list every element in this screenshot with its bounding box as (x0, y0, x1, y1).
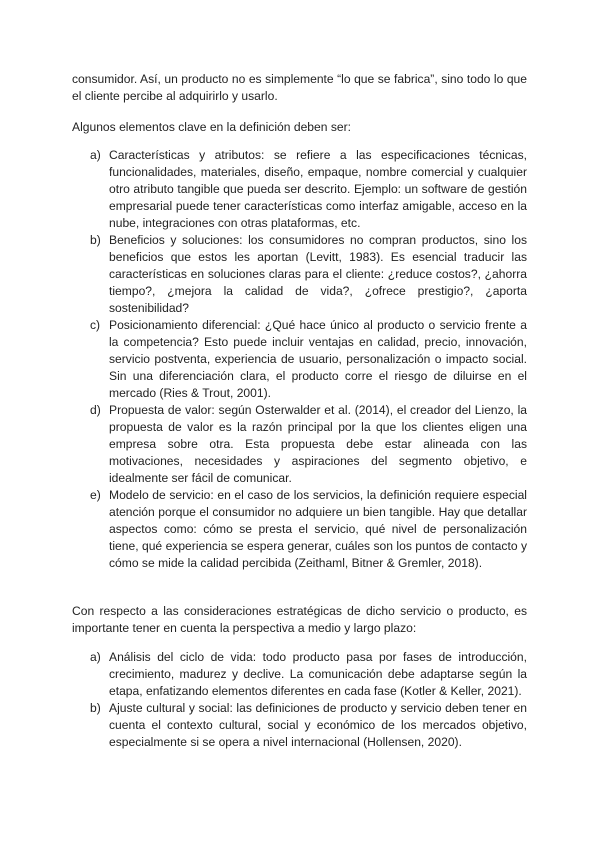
list-marker: b) (90, 701, 101, 715)
list-item-text: Análisis del ciclo de vida: todo producto pasa por fases de introducción, crecimiento, madurez y declive. La comunicación debe adaptarse según la etapa, enfatizando elementos diferentes en cada fase (Kotler & Keller, 2021). (109, 650, 527, 698)
list-marker: d) (90, 403, 101, 417)
list-item (90, 487, 527, 572)
list-item-text: Propuesta de valor: según Osterwalder et al. (2014), el creador del Lienzo, la propuesta de valor es la razón principal por la que los clientes eligen una empresa sobre otra. Esta propuesta debe estar alineada con las motivaciones, necesidades y aspiraciones del segmento objetivo, e idealmente ser fácil de comunicar. (109, 403, 527, 485)
list-item-text: Beneficios y soluciones: los consumidores no compran productos, sino los beneficios que estos les aportan (Levitt, 1983). Es esencial traducir las características en soluciones claras para el cliente: ¿reduce costos?, ¿ahorra tiempo?, ¿mejora la calidad de vida?, ¿ofrece prestigio?, ¿aporta sostenibilidad? (109, 233, 527, 315)
key-elements-list (90, 147, 527, 572)
key-elements-heading: Algunos elementos clave en la definición deben ser: (72, 120, 352, 134)
strategic-paragraph: Con respecto a las consideraciones estratégicas de dicho servicio o producto, es importante tener en cuenta la perspectiva a medio y largo plazo: (72, 604, 527, 635)
list-marker: a) (90, 650, 101, 664)
list-item (90, 317, 527, 402)
list-item (90, 700, 527, 751)
strategic-items-list (90, 649, 527, 751)
list-item-text: Ajuste cultural y social: las definiciones de producto y servicio deben tener en cuenta el contexto cultural, social y económico de los mercados objetivo, especialmente si se opera a nivel internacional (Hollensen, 2020). (109, 701, 527, 749)
list-item (90, 232, 527, 317)
list-marker: a) (90, 148, 101, 162)
list-item (90, 649, 527, 700)
intro-paragraph: consumidor. Así, un producto no es simplemente “lo que se fabrica”, sino todo lo que el cliente percibe al adquirirlo y usarlo. (72, 72, 527, 103)
list-item (90, 402, 527, 487)
list-marker: b) (90, 233, 101, 247)
list-item (90, 147, 527, 232)
list-marker: c) (90, 318, 101, 332)
list-marker: e) (90, 488, 101, 502)
list-item-text: Posicionamiento diferencial: ¿Qué hace único al producto o servicio frente a la competencia? Esto puede incluir ventajas en calidad, precio, innovación, servicio postventa, experiencia de usuario, personalización o impacto social. Sin una diferenciación clara, el producto corre el riesgo de diluirse en el mercado (Ries & Trout, 2001). (109, 318, 527, 400)
list-item-text: Características y atributos: se refiere a las especificaciones técnicas, funcionalidades, materiales, diseño, empaque, nombre comercial y cualquier otro atributo tangible que pueda ser descrito. Ejemplo: un software de gestión empresarial puede tener características como interfaz amigable, acceso en la nube, integraciones con otras plataformas, etc. (109, 148, 527, 230)
list-item-text: Modelo de servicio: en el caso de los servicios, la definición requiere especial atención porque el consumidor no adquiere un bien tangible. Hay que detallar aspectos como: cómo se presta el servicio, qué nivel de personalización tiene, qué experiencia se espera generar, cuáles son los puntos de contacto y cómo se mide la calidad percibida (Zeithaml, Bitner & Gremler, 2018). (109, 488, 527, 570)
